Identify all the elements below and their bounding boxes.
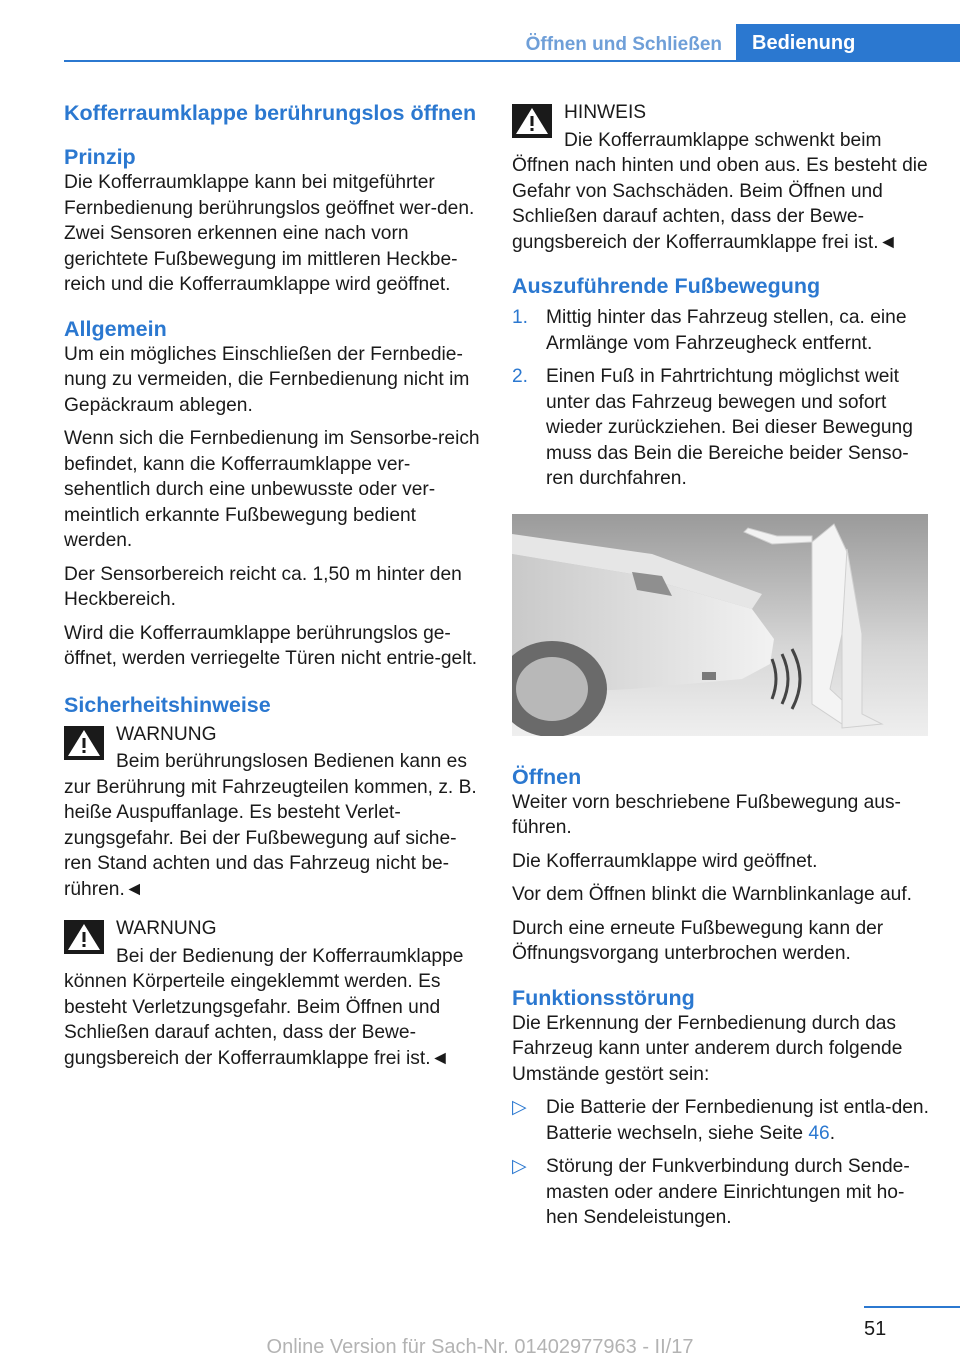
header-chapter: Bedienung [736,24,960,62]
notice-block [512,100,932,255]
step-text: Mittig hinter das Fahrzeug stellen, ca. eine Armlänge vom Fahrzeugheck entfernt. [546,307,907,354]
warning-triangle-icon [64,726,104,760]
warning2-text: Bei der Bedienung der Kofferraumklappe können Körperteile eingeklemmt werden. Es besteht Verletzungsgefahr. Beim Öffnen und Schließen darauf achten, dass der Bewe-gungsbereich der Kofferraumklappe frei ist.◄ [64,945,464,1069]
heading-funktionsstoerung: Funktionsstörung [512,985,695,1010]
allgemein-p2: Wenn sich die Fernbedienung im Sensorbe-reich befindet, kann die Kofferraumklappe ver-sehentlich durch eine unbewusste oder ver-meintlich erkannte Fußbewegung bedient werden. [64,428,480,551]
list-item [512,364,932,492]
left-column [64,100,482,1085]
warning2-title: WARNUNG [116,918,217,939]
list-item [512,1154,932,1231]
oeffnen-p4: Durch eine erneute Fußbewegung kann der Öffnungsvorgang unterbrochen werden. [512,917,884,964]
allgemein-p4: Wird die Kofferraumklappe berührungslos ge-öffnet, werden verriegelte Türen nicht entrie-gelt. [64,622,478,669]
heading-allgemein: Allgemein [64,316,167,341]
stoerung-intro: Die Erkennung der Fernbedienung durch das Fahrzeug kann unter anderem durch folgende Umstände gestört sein: [512,1012,903,1085]
oeffnen-p1: Weiter vorn beschriebene Fußbewegung aus-führen. [512,791,901,838]
footer-rule [864,1306,960,1308]
step-number: 1. [512,307,529,328]
prinzip-text: Die Kofferraumklappe kann bei mitgeführter Fernbedienung berührungslos geöffnet wer-den. Zwei Sensoren erkennen eine nach vorn gerichtete Fußbewegung im mittleren Heckbe-reich und die Kofferraumklappe wird geöffnet. [64,172,475,295]
notice-title: HINWEIS [564,102,647,123]
oeffnen-p2: Die Kofferraumklappe wird geöffnet. [512,850,818,872]
list-item [512,1095,932,1146]
online-version-footer: Online Version für Sach-Nr. 01402977963 - II/17 [266,1336,694,1358]
bullet2-text: Störung der Funkverbindung durch Sende-masten oder andere Einrichtungen mit ho-hen Sendeleistungen. [546,1156,910,1228]
warning1-text: Beim berührungslosen Bedienen kann es zur Berührung mit Fahrzeugteilen kommen, z. B. heiße Auspuffanlage. Es besteht Verlet-zungsgefahr. Bei der Fußbewegung auf siche-ren Stand achten und das Fahrzeug nicht be-rühren.◄ [64,751,477,900]
allgemein-p3: Der Sensorbereich reicht ca. 1,50 m hinter den Heckbereich. [64,563,462,610]
header-section: Öffnen und Schließen [525,34,722,55]
bullet-marker: ▷ [512,1156,527,1177]
warning-triangle-icon [512,104,552,138]
page-number: 51 [864,1318,887,1340]
allgemein-p1: Um ein mögliches Einschließen der Fernbedie-nung zu vermeiden, die Fernbedienung nicht im Gepäckraum ablegen. [64,343,470,416]
steps-list [512,305,932,492]
page-link-46[interactable]: 46 [808,1122,830,1144]
right-column [512,100,932,1239]
warning1-title: WARNUNG [116,723,217,745]
step-number: 2. [512,366,529,387]
heading-prinzip: Prinzip [64,145,136,169]
oeffnen-p3: Vor dem Öffnen blinkt die Warnblinkanlage auf. [512,884,912,905]
step-text: Einen Fuß in Fahrtrichtung möglichst weit unter das Fahrzeug bewegen und sofort wieder zurückziehen. Bei dieser Bewegung muss das Bein die Bereiche beider Senso-ren durchfahren. [546,366,913,489]
heading-sicherheitshinweise: Sicherheitshinweise [64,692,271,717]
bullet-marker: ▷ [512,1097,527,1118]
notice-text: Die Kofferraumklappe schwenkt beim Öffnen nach hinten und oben aus. Es besteht die Gefahr von Sachschäden. Beim Öffnen und Schließen darauf achten, dass der Bewe-gungsbereich der Kofferraumklappe frei ist.◄ [512,129,928,253]
warning-triangle-icon [64,920,104,954]
warning-block-2 [64,916,482,1071]
bullet1-end: . [829,1122,836,1144]
page-title: Kofferraumklappe berührungslos öffnen [64,101,477,125]
warning-block-1 [64,722,482,903]
heading-fussbewegung: Auszuführende Fußbewegung [512,274,821,298]
stoerung-list [512,1095,932,1231]
list-item [512,305,932,356]
kick-sensor-illustration [512,514,928,736]
bullet1-text: Die Batterie der Fernbedienung ist entla-den. Batterie wechseln, siehe Seite [546,1097,929,1144]
heading-oeffnen: Öffnen [512,764,582,789]
